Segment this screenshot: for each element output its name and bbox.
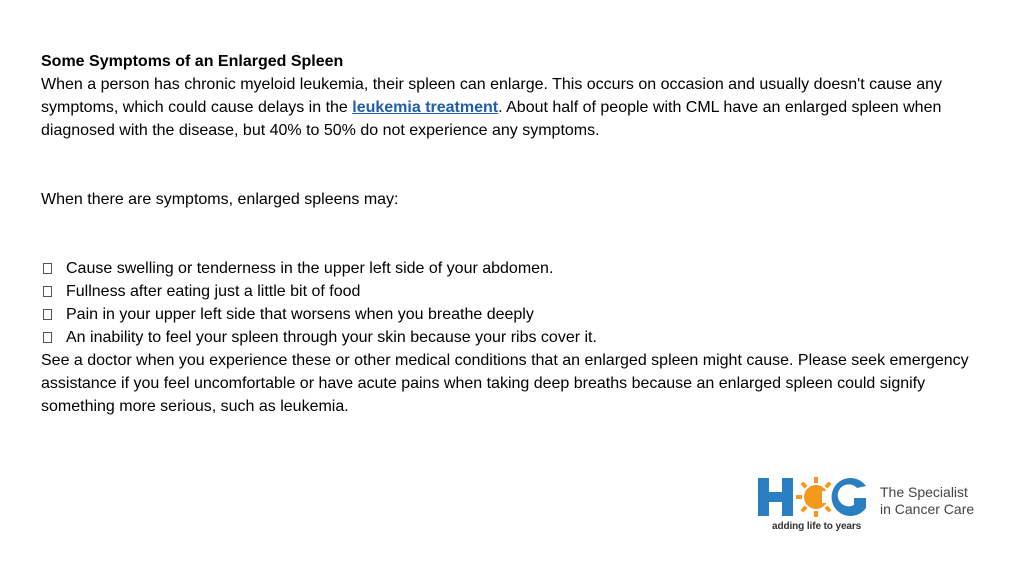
list-item-text: Fullness after eating just a little bit of food bbox=[66, 283, 361, 300]
list-item bbox=[41, 280, 991, 303]
logo-tagline: adding life to years bbox=[772, 521, 862, 532]
article-content bbox=[41, 50, 991, 418]
specialist-line-2: in Cancer Care bbox=[880, 501, 975, 517]
list-item-text: Cause swelling or tenderness in the upper left side of your abdomen. bbox=[66, 260, 554, 277]
list-item bbox=[41, 303, 991, 326]
bullet-box-icon bbox=[43, 332, 52, 343]
hcg-wordmark-icon bbox=[758, 474, 870, 522]
bullet-box-icon bbox=[43, 263, 52, 274]
intro-paragraph bbox=[41, 73, 991, 142]
bullet-box-icon bbox=[43, 286, 52, 297]
specialist-line-1: The Specialist bbox=[880, 484, 968, 500]
bullet-box-icon bbox=[43, 309, 52, 320]
logo-specialist-text bbox=[880, 484, 974, 518]
symptom-list bbox=[41, 257, 991, 349]
list-item-text: Pain in your upper left side that worsens when you breathe deeply bbox=[66, 306, 534, 323]
leukemia-treatment-link[interactable]: leukemia treatment bbox=[352, 99, 499, 116]
list-item-text: An inability to feel your spleen through your skin because your ribs cover it. bbox=[66, 329, 597, 346]
symptoms-intro: When there are symptoms, enlarged spleens may: bbox=[41, 191, 399, 208]
section-heading: Some Symptoms of an Enlarged Spleen bbox=[41, 53, 344, 70]
spacer bbox=[41, 142, 991, 188]
list-item bbox=[41, 326, 991, 349]
para1-text-before: When a person has chronic myeloid leukemia, their spleen can enlarge. This occurs on occasion and usually doesn't cause any symptoms, which could cause delays in the bbox=[41, 76, 943, 116]
closing-paragraph: See a doctor when you experience these or other medical conditions that an enlarged spleen might cause. Please seek emergency assistance if you feel uncomfortable or have acute pains when taking deep breaths because an enlarged spleen could signify something more serious, such as leukemia. bbox=[41, 352, 969, 415]
spacer bbox=[41, 211, 991, 257]
para1-text-after: . About half of people with CML have an enlarged spleen when diagnosed with the disease, but 40% to 50% do not experience any symptoms. bbox=[41, 99, 942, 139]
hcg-logo bbox=[758, 474, 998, 536]
list-item bbox=[41, 257, 991, 280]
